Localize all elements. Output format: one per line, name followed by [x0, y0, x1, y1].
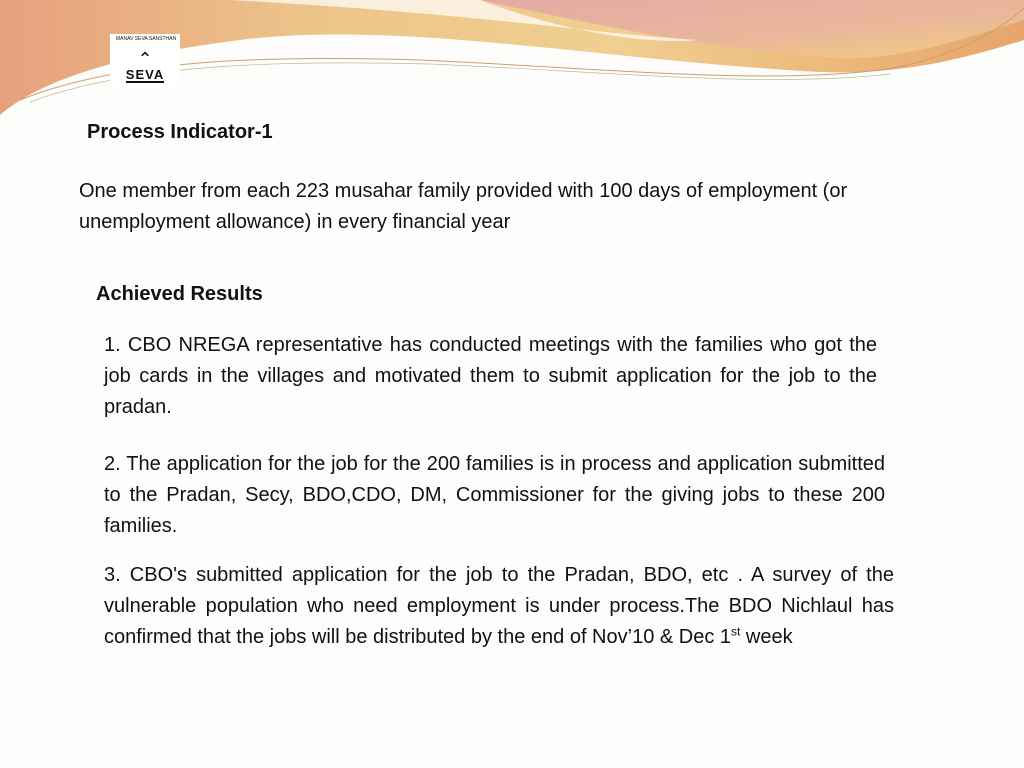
result-item-3-text: 3. CBO's submitted application for the job to the Pradan, BDO, etc . A survey of the vulnerable population who need employment is under process.The BDO Nichlaul has confirmed that the jobs will be distributed by the end of Nov’10 & Dec 1: [104, 564, 894, 648]
result-item-2: 2. The application for the job for the 200 families is in process and application submitted to the Pradan, Secy, BDO,CDO, DM, Commissioner for the giving jobs to these 200 families.: [104, 453, 885, 537]
results-heading: Achieved Results: [96, 283, 263, 305]
page-title: Process Indicator-1: [87, 121, 273, 143]
logo-name: SEVA: [125, 67, 165, 82]
result-item-3-tail: week: [740, 626, 793, 648]
result-item-3: [104, 560, 894, 653]
logo-arc-text: MANAV SEVA SANSTHAN: [116, 36, 177, 42]
seva-logo: [110, 34, 180, 86]
result-item-3-superscript: st: [731, 624, 741, 639]
logo-emblem-icon: ⌃: [137, 49, 153, 69]
indicator-description: One member from each 223 musahar family provided with 100 days of employment (or unemployment allowance) in every financial year: [79, 180, 848, 233]
result-item-1: 1. CBO NREGA representative has conducted meetings with the families who got the job cards in the villages and motivated them to submit application for the job to the pradan.: [104, 334, 877, 418]
